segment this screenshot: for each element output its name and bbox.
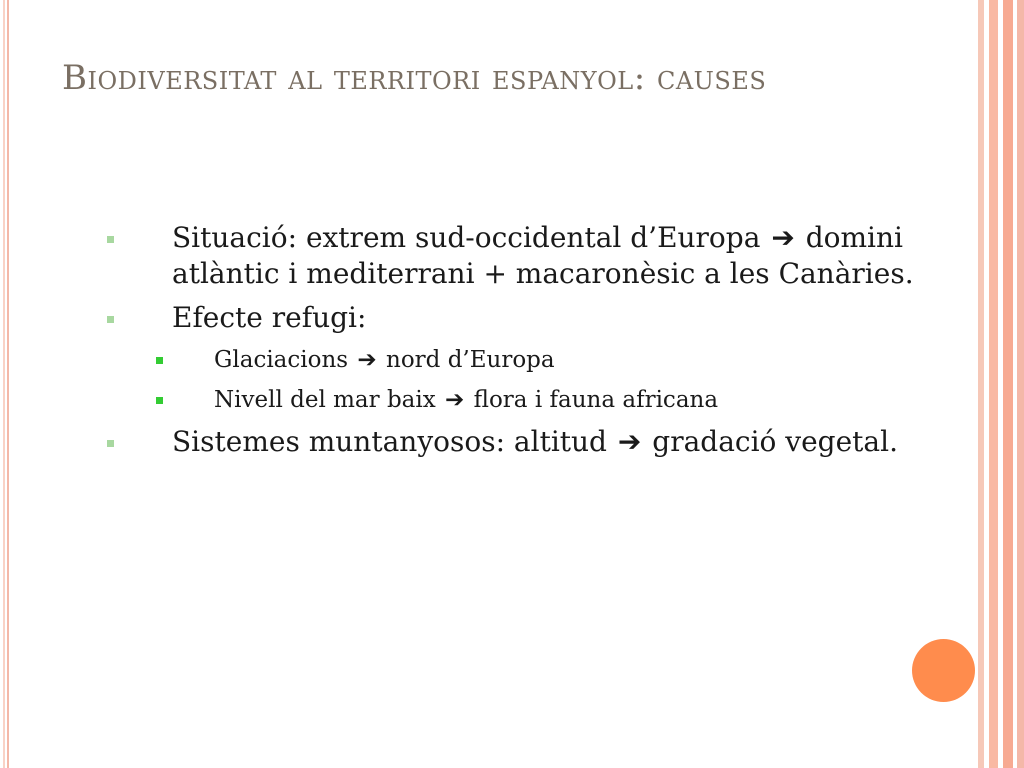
orange-circle-decoration <box>912 639 975 702</box>
arrow-right-icon: ➔ <box>445 387 465 413</box>
stripe-4 <box>1017 0 1024 768</box>
bullet-text-before: Situació: extrem sud-occidental d’Europa <box>172 221 761 254</box>
square-bullet-icon <box>156 397 163 404</box>
bullet-item-efecte-refugi <box>100 300 990 336</box>
left-border-inner-line <box>3 0 5 768</box>
bullet-text-before: Glaciacions <box>214 347 349 373</box>
square-bullet-icon <box>107 440 114 447</box>
bullet-text-before: Nivell del mar baix <box>214 387 436 413</box>
square-bullet-icon <box>107 236 114 243</box>
bullet-item-situacio <box>100 220 990 292</box>
stripe-3 <box>1003 0 1013 768</box>
sub-bullet-item-glaciacions <box>100 344 990 376</box>
bullet-text-after: flora i fauna africana <box>473 387 719 413</box>
bullet-list <box>100 220 990 468</box>
bullet-text-after: domini atlàntic i mediterrani + macaronèsic a les Canàries. <box>172 221 914 290</box>
bullet-text-before: Sistemes muntanyosos: altitud <box>172 425 607 458</box>
bullet-text-after: nord d’Europa <box>386 347 555 373</box>
left-border-decoration <box>0 0 9 768</box>
arrow-right-icon: ➔ <box>617 425 642 458</box>
arrow-right-icon: ➔ <box>357 347 377 373</box>
stripe-2 <box>989 0 998 768</box>
square-bullet-icon <box>107 316 114 323</box>
bullet-text: Efecte refugi: <box>172 301 367 334</box>
square-bullet-icon <box>156 357 163 364</box>
arrow-right-icon: ➔ <box>771 221 795 254</box>
bullet-text-after: gradació vegetal. <box>652 425 898 458</box>
slide-title: Biodiversitat al territori espanyol: causes <box>62 58 767 98</box>
sub-bullet-item-nivell-mar <box>100 384 990 416</box>
bullet-item-sistemes-muntanyosos <box>100 424 990 460</box>
